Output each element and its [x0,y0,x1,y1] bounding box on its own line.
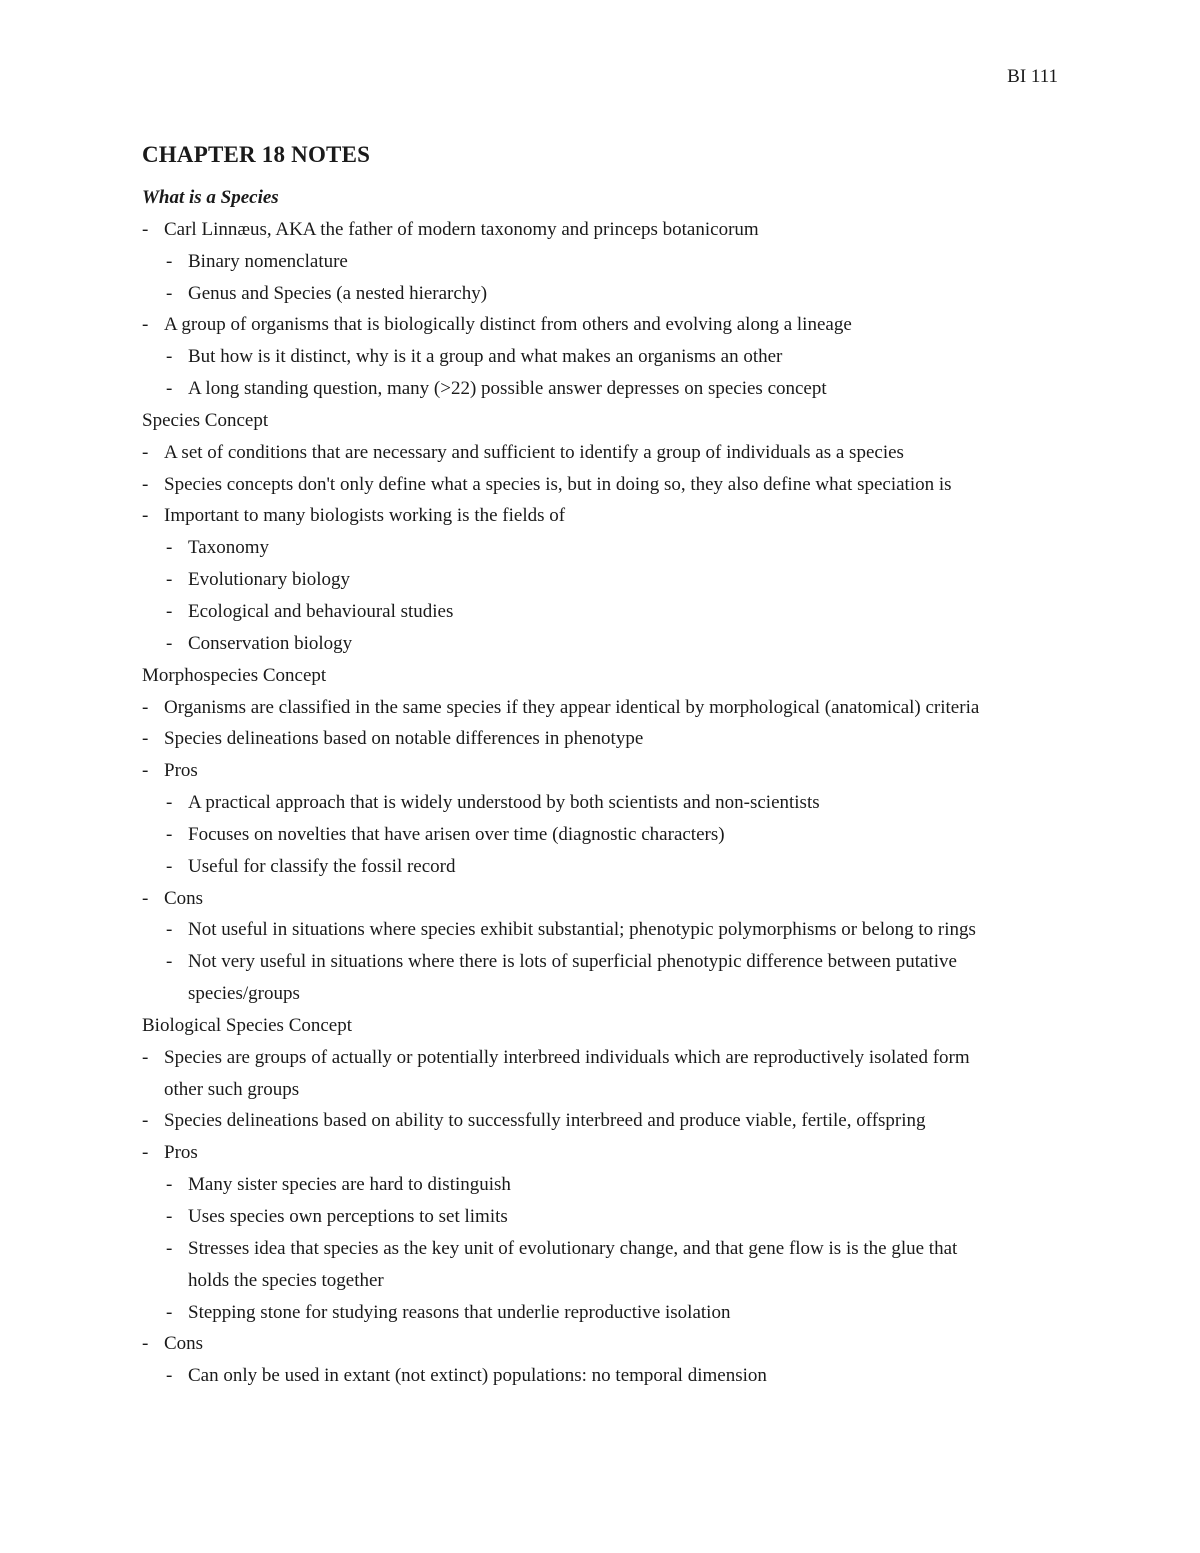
line-text: Not useful in situations where species exhibit substantial; phenotypic polymorphisms or belong to rings [188,919,976,941]
line-text: A group of organisms that is biologically distinct from others and evolving along a lineage [164,314,852,336]
bullet-dash: - [166,282,173,304]
bullet-dash: - [142,218,149,240]
section-heading [142,660,1072,692]
course-code: BI 111 [1007,66,1058,87]
bullet-dash: - [166,1174,173,1196]
bullet-item [142,1105,1072,1137]
bullet-item [142,883,1072,915]
bullet-dash: - [166,951,173,973]
line-text: Evolutionary biology [188,569,351,591]
line-text: Pros [164,1142,198,1164]
sub-bullet-item [142,851,1072,883]
line-text: Ecological and behavioural studies [188,600,454,622]
bullet-dash: - [166,600,173,622]
bullet-dash: - [142,887,149,909]
bullet-item [142,1137,1072,1169]
sub-bullet-item [142,1360,1072,1392]
line-text: Stresses idea that species as the key unit of evolutionary change, and that gene flow is is the glue that [188,1237,958,1259]
sub-bullet-item [142,596,1072,628]
line-text: Can only be used in extant (not extinct) populations: no temporal dimension [188,1365,767,1387]
line-text: Morphospecies Concept [142,664,327,686]
line-text: A long standing question, many (>22) possible answer depresses on species concept [188,378,827,400]
line-text: Focuses on novelties that have arisen over time (diagnostic characters) [188,823,725,845]
bullet-continuation [142,978,1072,1010]
bullet-continuation [142,1265,1072,1297]
line-text: A practical approach that is widely understood by both scientists and non-scientists [188,792,820,814]
line-text: Stepping stone for studying reasons that underlie reproductive isolation [188,1301,731,1323]
bullet-dash: - [166,569,173,591]
sub-bullet-item [142,1169,1072,1201]
bullet-dash: - [166,537,173,559]
sub-bullet-item [142,278,1072,310]
line-text: Genus and Species (a nested hierarchy) [188,282,488,304]
sub-bullet-item [142,946,1072,978]
line-text: Not very useful in situations where there is lots of superficial phenotypic difference between putative [188,951,957,973]
sub-bullet-item [142,1201,1072,1233]
bullet-dash: - [166,1237,173,1259]
bullet-dash: - [142,473,149,495]
bullet-dash: - [166,919,173,941]
bullet-dash: - [142,1110,149,1132]
line-text: Species concepts don't only define what a species is, but in doing so, they also define what speciation is [164,473,952,495]
bullet-dash: - [142,505,149,527]
bullet-dash: - [142,314,149,336]
sub-bullet-item [142,373,1072,405]
line-text: Cons [164,1333,204,1355]
line-text: Species delineations based on ability to successfully interbreed and produce viable, fertile, offspring [164,1110,926,1132]
bullet-item [142,1328,1072,1360]
line-text: Uses species own perceptions to set limits [188,1206,508,1227]
bullet-dash: - [166,378,173,400]
section-subheading: What is a Species [142,187,279,208]
bullet-dash: - [142,760,149,782]
bullet-item [142,500,1072,532]
bullet-item [142,723,1072,755]
bullet-item [142,692,1072,724]
sub-bullet-item [142,341,1072,373]
bullet-continuation [142,1074,1072,1106]
bullet-item [142,309,1072,341]
bullet-dash: - [142,1046,149,1068]
bullet-dash: - [166,1365,173,1387]
line-text: Binary nomenclature [188,250,348,272]
sub-bullet-item [142,628,1072,660]
bullet-dash: - [142,696,149,718]
bullet-item [142,755,1072,787]
line-text: other such groups [164,1078,300,1100]
line-text: But how is it distinct, why is it a group and what makes an organisms an other [188,346,783,368]
bullet-item [142,214,1072,246]
section-heading [142,1010,1072,1042]
sub-bullet-item [142,1297,1072,1329]
line-text: Many sister species are hard to distinguish [188,1174,511,1196]
line-text: Species Concept [142,409,269,431]
line-text: Useful for classify the fossil record [188,855,456,877]
section-heading [142,405,1072,437]
line-text: Organisms are classified in the same species if they appear identical by morphological (anatomical) criteria [164,696,980,718]
bullet-dash: - [166,1301,173,1323]
bullet-dash: - [166,823,173,845]
sub-bullet-item [142,532,1072,564]
sub-bullet-item [142,246,1072,278]
line-text: Taxonomy [188,537,269,559]
bullet-dash: - [166,346,173,368]
line-text: Biological Species Concept [142,1014,353,1036]
sub-bullet-item [142,819,1072,851]
bullet-dash: - [166,792,173,814]
line-text: Carl Linnæus, AKA the father of modern taxonomy and princeps botanicorum [164,218,759,240]
line-text: Species delineations based on notable differences in phenotype [164,728,644,750]
bullet-item [142,1042,1072,1074]
line-text: Species are groups of actually or potentially interbreed individuals which are reproductively isolated form [164,1046,970,1068]
bullet-dash: - [142,728,149,750]
line-text: holds the species together [188,1269,384,1291]
line-text: species/groups [188,983,300,1005]
sub-bullet-item [142,564,1072,596]
sub-bullet-item [142,787,1072,819]
line-text: Pros [164,760,198,782]
line-text: Important to many biologists working is the fields of [164,505,566,527]
line-text: Conservation biology [188,632,353,654]
bullet-item [142,469,1072,501]
bullet-item [142,437,1072,469]
sub-bullet-item [142,914,1072,946]
sub-bullet-item [142,1233,1072,1265]
bullet-dash: - [166,632,173,654]
bullet-dash: - [142,1142,149,1164]
bullet-dash: - [166,855,173,877]
bullet-dash: - [142,441,149,463]
line-text: Cons [164,887,204,909]
bullet-dash: - [166,1206,173,1227]
notes-body [142,182,1072,1392]
bullet-dash: - [166,250,173,272]
line-text: A set of conditions that are necessary and sufficient to identify a group of individuals as a species [164,441,904,463]
chapter-title: CHAPTER 18 NOTES [142,142,371,167]
bullet-dash: - [142,1333,149,1355]
